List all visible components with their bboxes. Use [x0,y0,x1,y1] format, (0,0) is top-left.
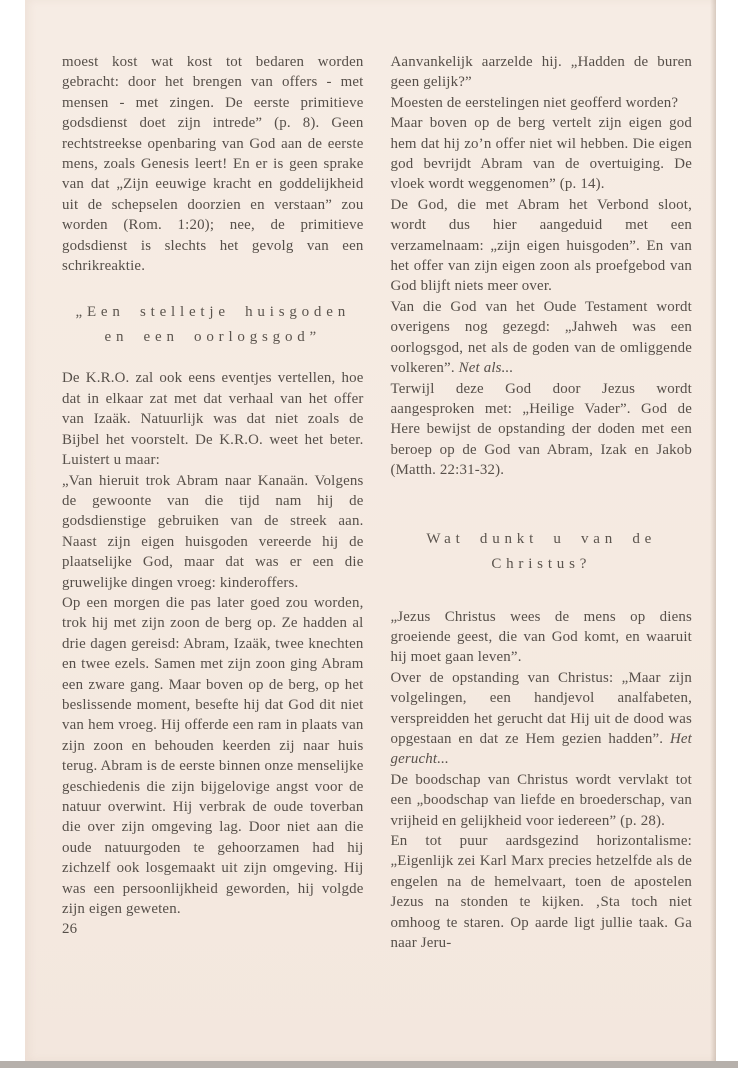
paragraph-boodschap: De boodschap van Christus wordt vervlakt tot een „boodschap van liefde en broederschap, van vrijheid en gelijkheid voor iedereen” (p. 28). [390,771,692,829]
paragraph-entot: En tot puur aardsgezind horizontalisme: „Eigenlijk zei Karl Marx precies hetzelfde als de engelen na de hemelvaart, toen de apostelen Jezus na stonden te kijken. ‚Sta toch niet omhoog te staren. Op aarde ligt jullie taak. Ga naar Jeru- [390,833,692,952]
left-column [62,52,364,953]
paragraph-main-text: Over de opstanding van Christus: „Maar zijn volgelingen, een handjevol analfabeten, verspreidden het gerucht dat Hij uit de dood was opgestaan en dat ze Hem gezien hadden”. [390,669,692,747]
paragraph-terwijl: Terwijl deze God door Jezus wordt aangesproken met: „Heilige Vader”. God de Here bewijst de opstanding der doden met een beroep op de God van Abram, Izak en Jakob (Matth. 22:31-32). [390,380,692,479]
right-column [391,52,693,953]
italic-aside: Net als... [458,360,514,377]
section-heading-christus [391,527,693,577]
paragraph-maarboven: Maar boven op de berg vertelt zijn eigen god hem dat hij zo’n offer niet wil hebben. Die eigen god bevrijdt Abram van de overtuiging. De vloek wordt weggenomen” (p. 14). [390,115,692,193]
scan-bottom-band [0,1061,738,1068]
two-column-text-block [25,0,716,953]
heading-line: en een oorlogsgod” [104,329,322,346]
paragraph-opstanding [391,668,693,770]
paragraph-moesten: Moesten de eerstelingen niet geofferd worden? [390,94,679,111]
heading-line: „Een stelletje huisgoden [75,304,350,321]
paragraph-opeenmorgen: Op een morgen die pas later goed zou worden, trok hij met zijn zoon de berg op. Ze hadden al drie dagen gereisd: Abram, Izaäk, twee knechten en twee ezels. Samen met zijn zoon ging Abram een zware gang. Maar boven op de berg, op het beslissende moment, besefte hij dat God dit niet van hem vroeg. Hij offerde een ram in plaats van zijn zoon en behouden keerden zij naar huis terug. Abram is de eerste binnen onze menselijke geschiedenis die zijn bijgelovige angst voor de natuur overwint. Hij verbrak de oude toverban die over zijn omgeving lag. Door niet aan die oude natuurgoden te gehoorzamen had hij zichzelf ook losgemaakt uit zijn omgeving. Hij was een persoonlijkheid geworden, hij volgde zijn eigen geweten. [62,594,364,918]
paragraph-vandiegod [391,297,693,379]
paragraph-jezus: „Jezus Christus wees de mens op diens groeiende geest, die van God komt, en waaruit hij moet gaan leven”. [390,608,692,666]
paragraph-degod: De God, die met Abram het Verbond sloot, wordt dus hier aangeduid met een verzamelnaam: „zijn eigen huisgoden”. En van het offer van zijn eigen zoon als proefgebod van God blijft niets meer over. [390,196,692,295]
page-edge-shadow [710,0,716,1061]
paragraph-aanvankelijk: Aanvankelijk aarzelde hij. „Hadden de buren geen gelijk?” [390,54,692,91]
section-heading-huisgoden [62,300,364,350]
paragraph-main-text: Van die God van het Oude Testament wordt overigens nog gezegd: „Jahweh was een oorlogsgod, net als de goden van de omliggende volkeren”. [390,298,692,377]
heading-line: Wat dunkt u van de [426,530,657,547]
paragraph-intro: moest kost wat kost tot bedaren worden gebracht: door het brengen van offers - met mensen - met zingen. De eerste primitieve godsdienst doet zijn intrede” (p. 8). Geen rechtstreekse openbaring van God aan de eerste mens, zoals Genesis leert! En er is geen sprake van dat „Zijn eeuwige kracht en goddelijkheid uit de schepselen doorzien en verstaan” zou worden (Rom. 1:20); nee, de primitieve godsdienst is slechts het gevolg van een schrikreaktie. [62,54,364,275]
page-number: 26 [62,921,78,938]
paragraph-vanhieruit: „Van hieruit trok Abram naar Kanaän. Volgens de gewoonte van die tijd nam hij de godsdienstige gebruiken van de streek aan. Naast zijn eigen huisgoden vereerde hij de plaatselijke God, maar dat was er een die gruwelijke dingen vroeg: kinderoffers. [62,472,364,591]
paragraph-kro: De K.R.O. zal ook eens eventjes vertellen, hoe dat in elkaar zat met dat verhaal van het offer van Izaäk. Natuurlijk was dat niet zoals de Bijbel het voorstelt. De K.R.O. weet het beter. Luistert u maar: [62,370,364,469]
book-page [25,0,716,1061]
italic-aside: Het gerucht... [390,730,692,768]
heading-line: Christus? [491,555,592,572]
